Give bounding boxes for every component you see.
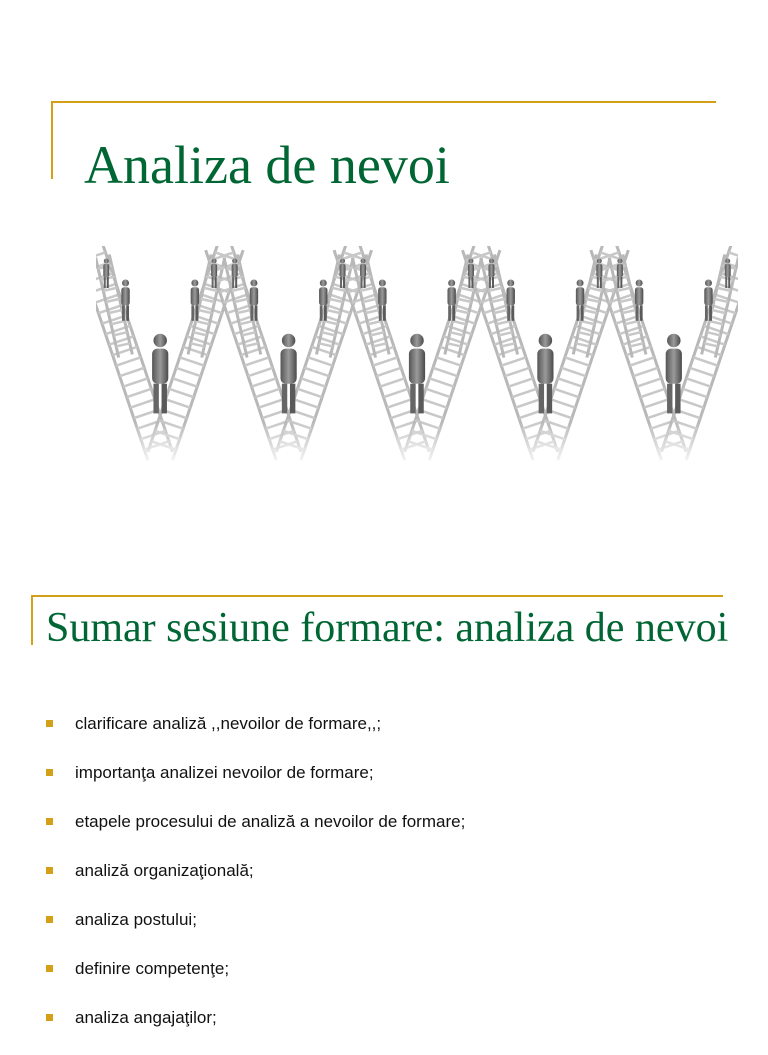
list-item	[46, 761, 726, 810]
list-item	[46, 810, 726, 859]
square-bullet-icon	[46, 1014, 53, 1021]
slide-frame-left	[51, 101, 53, 179]
slide-frame-top	[31, 595, 723, 597]
ladders-people-icon	[96, 246, 738, 466]
square-bullet-icon	[46, 965, 53, 972]
slide-frame-top	[51, 101, 716, 103]
square-bullet-icon	[46, 720, 53, 727]
slide-title-text: Analiza de nevoi	[84, 135, 450, 195]
slide-frame-left	[31, 595, 33, 645]
list-item	[46, 712, 726, 761]
square-bullet-icon	[46, 916, 53, 923]
list-item	[46, 859, 726, 908]
list-item-text: importanţa analizei nevoilor de formare;	[75, 763, 374, 782]
list-item-text: analiza angajaţilor;	[75, 1008, 217, 1027]
list-item-text: etapele procesului de analiză a nevoilor de formare;	[75, 812, 466, 831]
list-item-text: analiză organizaţională;	[75, 861, 254, 880]
list-item-text: analiza postului;	[75, 910, 197, 929]
square-bullet-icon	[46, 769, 53, 776]
list-item	[46, 908, 726, 957]
list-item	[46, 957, 726, 1006]
list-item-text: definire competenţe;	[75, 959, 230, 978]
square-bullet-icon	[46, 818, 53, 825]
ladders-people-illustration	[96, 246, 738, 466]
square-bullet-icon	[46, 867, 53, 874]
slide-summary-title: Sumar sesiune formare: analiza de nevoi	[46, 605, 729, 651]
slide-summary	[0, 560, 768, 1027]
bullet-list	[46, 712, 726, 1055]
list-item-text: clarificare analiză ,,nevoilor de formare,,;	[75, 714, 382, 733]
list-item	[46, 1006, 726, 1055]
